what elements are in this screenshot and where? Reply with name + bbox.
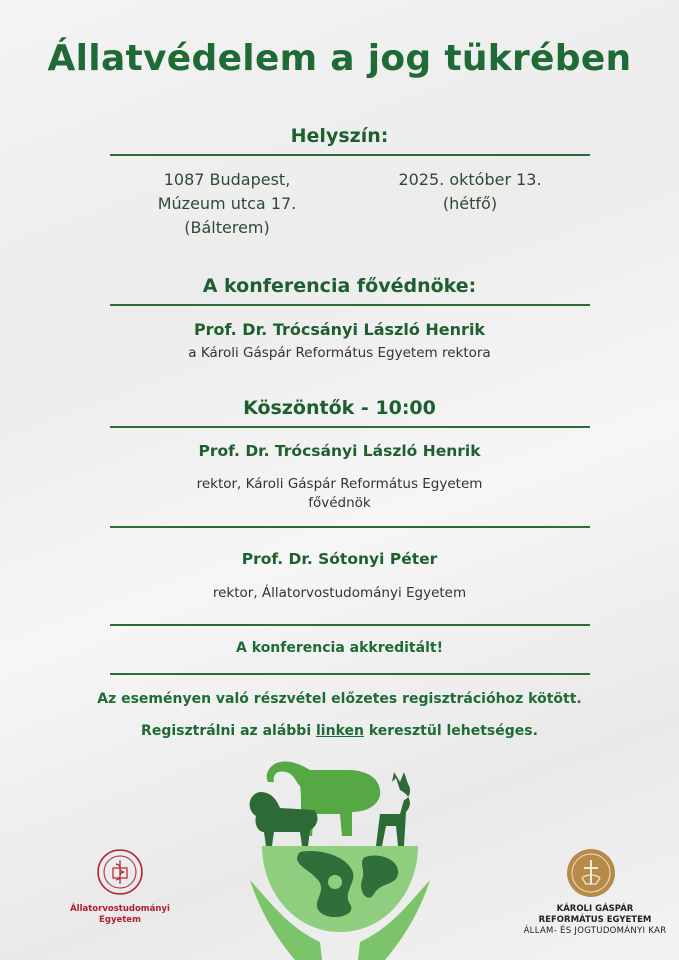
divider [110, 673, 590, 675]
date-block [370, 168, 570, 216]
divider [110, 526, 590, 528]
logo-line: Állatorvostudományi [70, 904, 170, 914]
patron-heading: A konferencia fővédnöke: [202, 275, 477, 297]
divider [110, 154, 590, 156]
speaker-name: Prof. Dr. Sótonyi Péter [241, 550, 438, 568]
address-line: Múzeum utca 17. [157, 194, 297, 213]
logo-line: Egyetem [99, 915, 141, 925]
page-title: Állatvédelem a jog tükrében [47, 38, 632, 79]
speaker-role: rektor, Károli Gáspár Református Egyetem [196, 476, 483, 492]
registration-note: Az eseményen való részvétel előzetes regisztrációhoz kötött. [97, 691, 582, 707]
registration-text: Regisztrálni az alábbi [141, 723, 316, 739]
address-line: 1087 Budapest, [163, 170, 291, 189]
registration-link[interactable]: linken [316, 723, 364, 739]
location-heading: Helyszín: [290, 125, 389, 147]
logo-line: KÁROLI GÁSPÁR [556, 904, 634, 914]
speaker-role: fővédnök [308, 495, 371, 511]
kre-logo-text [515, 904, 675, 937]
date-line: (hétfő) [442, 194, 498, 213]
address-line: (Bálterem) [184, 218, 270, 237]
speaker-role: rektor, Állatorvostudományi Egyetem [212, 585, 467, 601]
kre-logo-icon [566, 848, 616, 898]
logo-line: REFORMÁTUS EGYETEM [538, 915, 652, 925]
registration-instructions [0, 723, 679, 739]
divider [110, 426, 590, 428]
logo-line: ÁLLAM- ÉS JOGTUDOMÁNYI KAR [523, 926, 667, 936]
divider [110, 624, 590, 626]
patron-role: a Károli Gáspár Református Egyetem rektora [188, 345, 491, 361]
divider [110, 304, 590, 306]
univet-logo-icon [96, 848, 144, 896]
accreditation-note: A konferencia akkreditált! [236, 640, 443, 656]
address-block [127, 168, 327, 240]
date-line: 2025. október 13. [398, 170, 542, 189]
animals-globe-illustration [240, 752, 440, 960]
univet-logo-text [60, 904, 180, 926]
speaker-name: Prof. Dr. Trócsányi László Henrik [198, 442, 481, 460]
greetings-heading: Köszöntők - 10:00 [243, 397, 436, 419]
registration-text: keresztül lehetséges. [363, 723, 538, 739]
deer-icon [376, 772, 410, 846]
patron-name: Prof. Dr. Trócsányi László Henrik [193, 320, 486, 339]
